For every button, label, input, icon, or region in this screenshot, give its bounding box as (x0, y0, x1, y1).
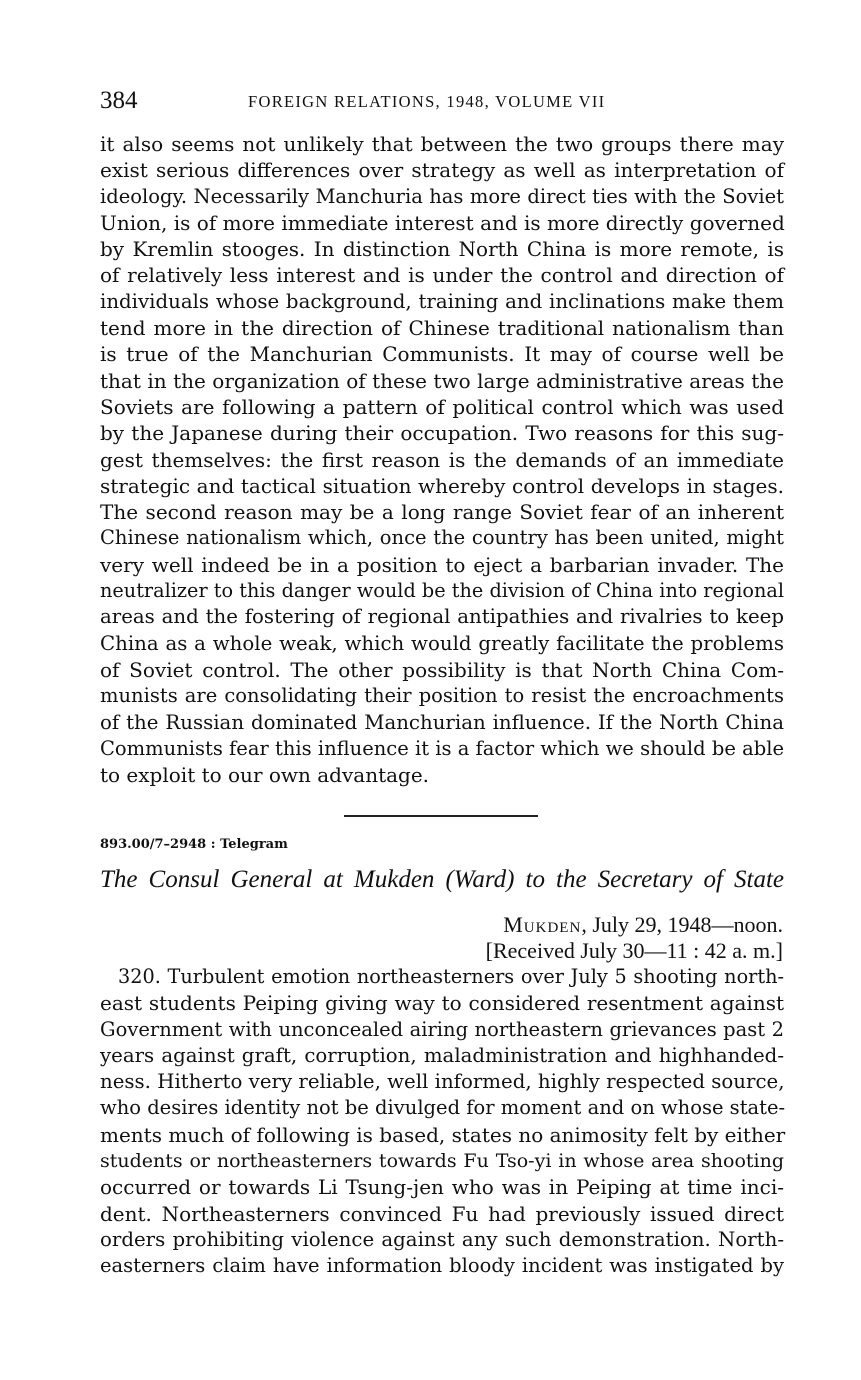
text-line: Government with unconcealed airing northeastern grievances past 2 (100, 1017, 784, 1041)
text-line: areas and the fostering of regional antipathies and rivalries to keep (100, 605, 784, 629)
text-line: by Kremlin stooges. In distinction North China is more remote, is (100, 237, 784, 262)
text-line: it also seems not unlikely that between the two groups there may (100, 132, 784, 156)
text-line: very well indeed be in a position to eject a barbarian invader. The (100, 552, 784, 577)
text-line: east students Peiping giving way to considered resentment against (100, 991, 784, 1016)
text-line: of Soviet control. The other possibility is that North China Com- (100, 657, 784, 682)
section-divider (344, 815, 538, 817)
running-title: FOREIGN RELATIONS, 1948, VOLUME VII (248, 92, 606, 111)
document-heading: The Consul General at Mukden (Ward) to the Secretary of State (100, 866, 784, 893)
text-line: occurred or towards Li Tsung-jen who was in Peiping at time inci- (100, 1175, 784, 1200)
text-line: is true of the Manchurian Communists. It may of course well be (100, 342, 784, 367)
text-line: Communists fear this influence it is a factor which we should be able (100, 736, 784, 760)
text-line: The second reason may be a long range Soviet fear of an inherent (100, 500, 784, 525)
dateline (503, 912, 783, 938)
text-line: Union, is of more immediate interest and is more directly governed (100, 210, 785, 235)
received-line: [Received July 30—11 : 42 a. m.] (485, 938, 783, 963)
dateline-place: Mukden (503, 912, 582, 937)
text-line: individuals whose background, training and inclinations make them (100, 289, 784, 313)
text-line: exist serious differences over strategy as well as interpretation of (100, 158, 784, 183)
dateline-date: , July 29, 1948—noon. (581, 912, 783, 937)
text-line: Chinese nationalism which, once the country has been united, might (100, 526, 784, 550)
text-line: easterners claim have information bloody incident was instigated by (100, 1254, 784, 1278)
text-line: ness. Hitherto very reliable, well informed, highly respected source, (100, 1070, 785, 1094)
text-line: who desires identity not be divulged for moment and on whose state- (100, 1096, 786, 1120)
text-line: 320. Turbulent emotion northeasterners over July 5 shooting north- (118, 965, 784, 988)
text-line: to exploit to our own advantage. (100, 763, 430, 788)
page-number: 384 (100, 87, 138, 114)
text-line: orders prohibiting violence against any such demonstration. North- (100, 1227, 784, 1251)
text-line: years against graft, corruption, maladministration and highhanded- (100, 1043, 784, 1067)
running-head (100, 86, 784, 116)
text-line: of relatively less interest and is under the control and direction of (100, 263, 784, 288)
continuation-paragraph (100, 131, 784, 788)
text-line: Soviets are following a pattern of political control which was used (100, 394, 784, 419)
text-line: neutralizer to this danger would be the division of China into regional (100, 579, 784, 603)
text-line: gest themselves: the first reason is the demands of an immediate (100, 447, 784, 472)
text-line: strategic and tactical situation whereby control develops in stages. (100, 473, 784, 498)
text-line: ideology. Necessarily Manchuria has more direct ties with the Soviet (100, 184, 784, 208)
text-line: of the Russian dominated Manchurian influence. If the North China (100, 710, 784, 734)
text-line: that in the organization of these two large administrative areas the (100, 368, 784, 393)
text-line: by the Japanese during their occupation. Two reasons for this sug- (100, 421, 784, 446)
text-line: ments much of following is based, states no animosity felt by either (100, 1122, 786, 1147)
text-line: China as a whole weak, which would greatly facilitate the problems (100, 631, 784, 655)
text-line: students or northeasterners towards Fu Tso-yi in whose area shooting (100, 1150, 784, 1173)
file-reference: 893.00/7–2948 : Telegram (100, 837, 288, 852)
telegram-body (100, 964, 784, 1280)
text-line: dent. Northeasterners convinced Fu had previously issued direct (100, 1201, 784, 1226)
text-line: tend more in the direction of Chinese traditional nationalism than (100, 316, 784, 341)
text-line: munists are consolidating their position to resist the encroachments (100, 684, 784, 708)
